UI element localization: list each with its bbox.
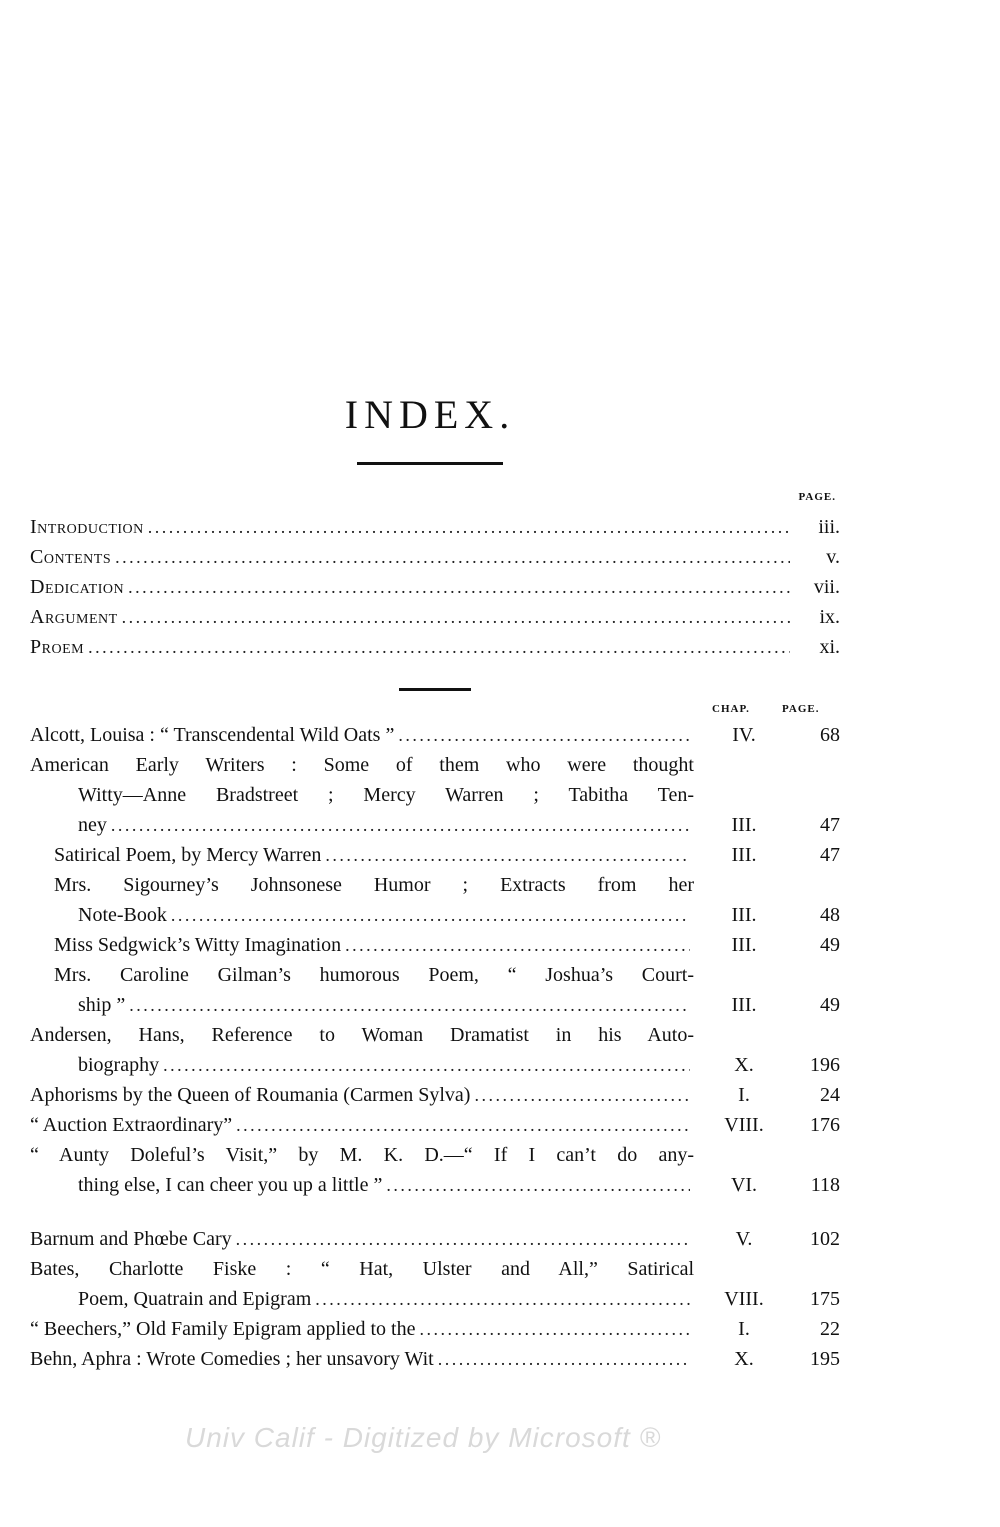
index-line-text-cell xyxy=(30,1050,694,1080)
dot-leader xyxy=(419,1314,690,1344)
index-entry-chapter: X. xyxy=(734,1054,754,1076)
index-entry-page: 49 xyxy=(820,934,840,956)
index-line xyxy=(30,1110,840,1140)
index-entry-text: Behn, Aphra : Wrote Comedies ; her unsavory Wit xyxy=(30,1348,434,1370)
page-column-header: PAGE. xyxy=(782,703,820,715)
index-line-text-cell xyxy=(30,870,694,900)
index-line-text-cell xyxy=(30,1314,694,1344)
index-line-text-cell xyxy=(30,1020,694,1050)
index-entry-chapter: V. xyxy=(735,1228,753,1250)
index-line-text-cell xyxy=(30,810,694,840)
index-line xyxy=(30,1344,840,1374)
front-matter-item xyxy=(30,602,840,632)
index-entry-chapter: III. xyxy=(731,814,757,836)
index-entry-chapter: VIII. xyxy=(724,1114,764,1136)
index-entry-text: “ Beechers,” Old Family Epigram applied to the xyxy=(30,1318,416,1340)
index-entry-text: Andersen, Hans, Reference to Woman Dramatist in his Auto- xyxy=(30,1024,694,1046)
dot-leader xyxy=(398,720,690,750)
index-entry-text: Witty—Anne Bradstreet ; Mercy Warren ; Tabitha Ten- xyxy=(78,784,694,806)
index-entry-text: Aphorisms by the Queen of Roumania (Carmen Sylva) xyxy=(30,1084,471,1106)
index-entry-chapter: IV. xyxy=(732,724,756,746)
index-entry-page: 22 xyxy=(820,1318,840,1340)
index-entry-page: 49 xyxy=(820,994,840,1016)
index-line-text-cell xyxy=(30,990,694,1020)
index-entry-page: 175 xyxy=(810,1288,840,1310)
index-entry-text: Poem, Quatrain and Epigram xyxy=(78,1288,312,1310)
front-matter-page: xi. xyxy=(819,636,840,658)
index-entry-text: Mrs. Caroline Gilman’s humorous Poem, “ Joshua’s Court- xyxy=(54,964,694,986)
index-line-text-cell xyxy=(30,1284,694,1314)
title-rule xyxy=(357,462,503,465)
index-line xyxy=(30,840,840,870)
index-line-text-cell xyxy=(30,1170,694,1200)
front-matter-list xyxy=(30,512,840,662)
index-entry-chapter: I. xyxy=(738,1318,750,1340)
index-entry-page: 47 xyxy=(820,814,840,836)
index-line xyxy=(30,1020,840,1050)
index-entry-page: 195 xyxy=(810,1348,840,1370)
index-entry-text: “ Auction Extraordinary” xyxy=(30,1114,233,1136)
dot-leader xyxy=(122,602,790,632)
front-matter-label: Introduction xyxy=(30,516,144,538)
index-entry-chapter: III. xyxy=(731,844,757,866)
dot-leader xyxy=(171,900,690,930)
index-line-text-cell xyxy=(30,750,694,780)
front-matter-item xyxy=(30,572,840,602)
index-entry-page: 47 xyxy=(820,844,840,866)
index-line-text-cell xyxy=(30,930,694,960)
dot-leader xyxy=(345,930,690,960)
index-line xyxy=(30,1170,840,1200)
index-entry-text: Barnum and Phœbe Cary xyxy=(30,1228,232,1250)
index-entry-page: 68 xyxy=(820,724,840,746)
index-line xyxy=(30,1314,840,1344)
index-line xyxy=(30,1224,840,1254)
chapter-column-header: CHAP. xyxy=(712,703,750,715)
index-entry-text: “ Aunty Doleful’s Visit,” by M. K. D.—“ If I can’t do any- xyxy=(30,1144,694,1166)
dot-leader xyxy=(315,1284,690,1314)
dot-leader xyxy=(148,512,790,542)
index-entry-text: Note-Book xyxy=(78,904,167,926)
dot-leader xyxy=(163,1050,690,1080)
section-rule xyxy=(399,688,471,691)
index-line-text-cell xyxy=(30,780,694,810)
dot-leader xyxy=(325,840,690,870)
index-line xyxy=(30,960,840,990)
front-matter-label: Proem xyxy=(30,636,85,658)
index-line xyxy=(30,930,840,960)
index-line xyxy=(30,1050,840,1080)
index-entry-chapter: III. xyxy=(731,904,757,926)
entry-group-gap xyxy=(30,1200,840,1224)
front-matter-item xyxy=(30,512,840,542)
front-matter-label: Dedication xyxy=(30,576,125,598)
index-line xyxy=(30,1254,840,1284)
front-matter-page: iii. xyxy=(818,516,840,538)
index-entry-text: thing else, I can cheer you up a little ” xyxy=(78,1174,383,1196)
dot-leader xyxy=(129,990,690,1020)
index-entry-text: biography xyxy=(78,1054,160,1076)
front-matter-page: ix. xyxy=(819,606,840,628)
index-line-text-cell xyxy=(30,900,694,930)
index-line-text-cell xyxy=(30,1254,694,1284)
dot-leader xyxy=(474,1080,690,1110)
front-matter-label: Contents xyxy=(30,546,112,568)
index-line xyxy=(30,1080,840,1110)
front-matter-page: v. xyxy=(826,546,840,568)
index-line-text-cell xyxy=(30,1344,694,1374)
front-matter-item xyxy=(30,632,840,662)
index-entry-chapter: VI. xyxy=(730,1174,758,1196)
index-line xyxy=(30,990,840,1020)
index-entry-page: 102 xyxy=(810,1228,840,1250)
index-line xyxy=(30,810,840,840)
dot-leader xyxy=(236,1110,690,1140)
index-entry-page: 196 xyxy=(810,1054,840,1076)
front-matter-label: Argument xyxy=(30,606,118,628)
index-line xyxy=(30,720,840,750)
index-entry-chapter: I. xyxy=(738,1084,750,1106)
index-entry-text: ney xyxy=(78,814,107,836)
index-line-text-cell xyxy=(30,1110,694,1140)
index-line-text-cell xyxy=(30,960,694,990)
front-matter-page-header: PAGE. xyxy=(798,491,836,503)
dot-leader xyxy=(128,572,790,602)
digitization-watermark: Univ Calif - Digitized by Microsoft ® xyxy=(185,1422,662,1453)
dot-leader xyxy=(88,632,790,662)
front-matter-page: vii. xyxy=(813,576,840,598)
index-entry-text: Satirical Poem, by Mercy Warren xyxy=(54,844,322,866)
index-line xyxy=(30,780,840,810)
index-entry-text: Mrs. Sigourney’s Johnsonese Humor ; Extracts from her xyxy=(54,874,694,896)
index-line xyxy=(30,750,840,780)
index-entry-page: 48 xyxy=(820,904,840,926)
dot-leader xyxy=(386,1170,690,1200)
index-entries xyxy=(30,720,840,1374)
index-entry-chapter: III. xyxy=(731,994,757,1016)
index-entry-text: Alcott, Louisa : “ Transcendental Wild Oats ” xyxy=(30,724,395,746)
index-line-text-cell xyxy=(30,1080,694,1110)
index-entry-page: 118 xyxy=(810,1174,840,1196)
index-entry-chapter: VIII. xyxy=(724,1288,764,1310)
index-entry-text: Miss Sedgwick’s Witty Imagination xyxy=(54,934,342,956)
index-entry-text: American Early Writers : Some of them who were thought xyxy=(30,754,694,776)
index-entry-page: 24 xyxy=(820,1084,840,1106)
index-entry-text: ship ” xyxy=(78,994,126,1016)
index-line-text-cell xyxy=(30,1224,694,1254)
index-entry-text: Bates, Charlotte Fiske : “ Hat, Ulster and All,” Satirical xyxy=(30,1258,694,1280)
index-line-text-cell xyxy=(30,840,694,870)
dot-leader xyxy=(115,542,790,572)
index-line xyxy=(30,1140,840,1170)
index-line-text-cell xyxy=(30,1140,694,1170)
page-title: INDEX. xyxy=(344,391,516,437)
dot-leader xyxy=(111,810,690,840)
index-line xyxy=(30,900,840,930)
index-line xyxy=(30,870,840,900)
index-entry-page: 176 xyxy=(810,1114,840,1136)
index-entry-chapter: III. xyxy=(731,934,757,956)
dot-leader xyxy=(438,1344,690,1374)
index-line-text-cell xyxy=(30,720,694,750)
front-matter-item xyxy=(30,542,840,572)
index-line xyxy=(30,1284,840,1314)
index-entry-chapter: X. xyxy=(734,1348,754,1370)
dot-leader xyxy=(236,1224,690,1254)
